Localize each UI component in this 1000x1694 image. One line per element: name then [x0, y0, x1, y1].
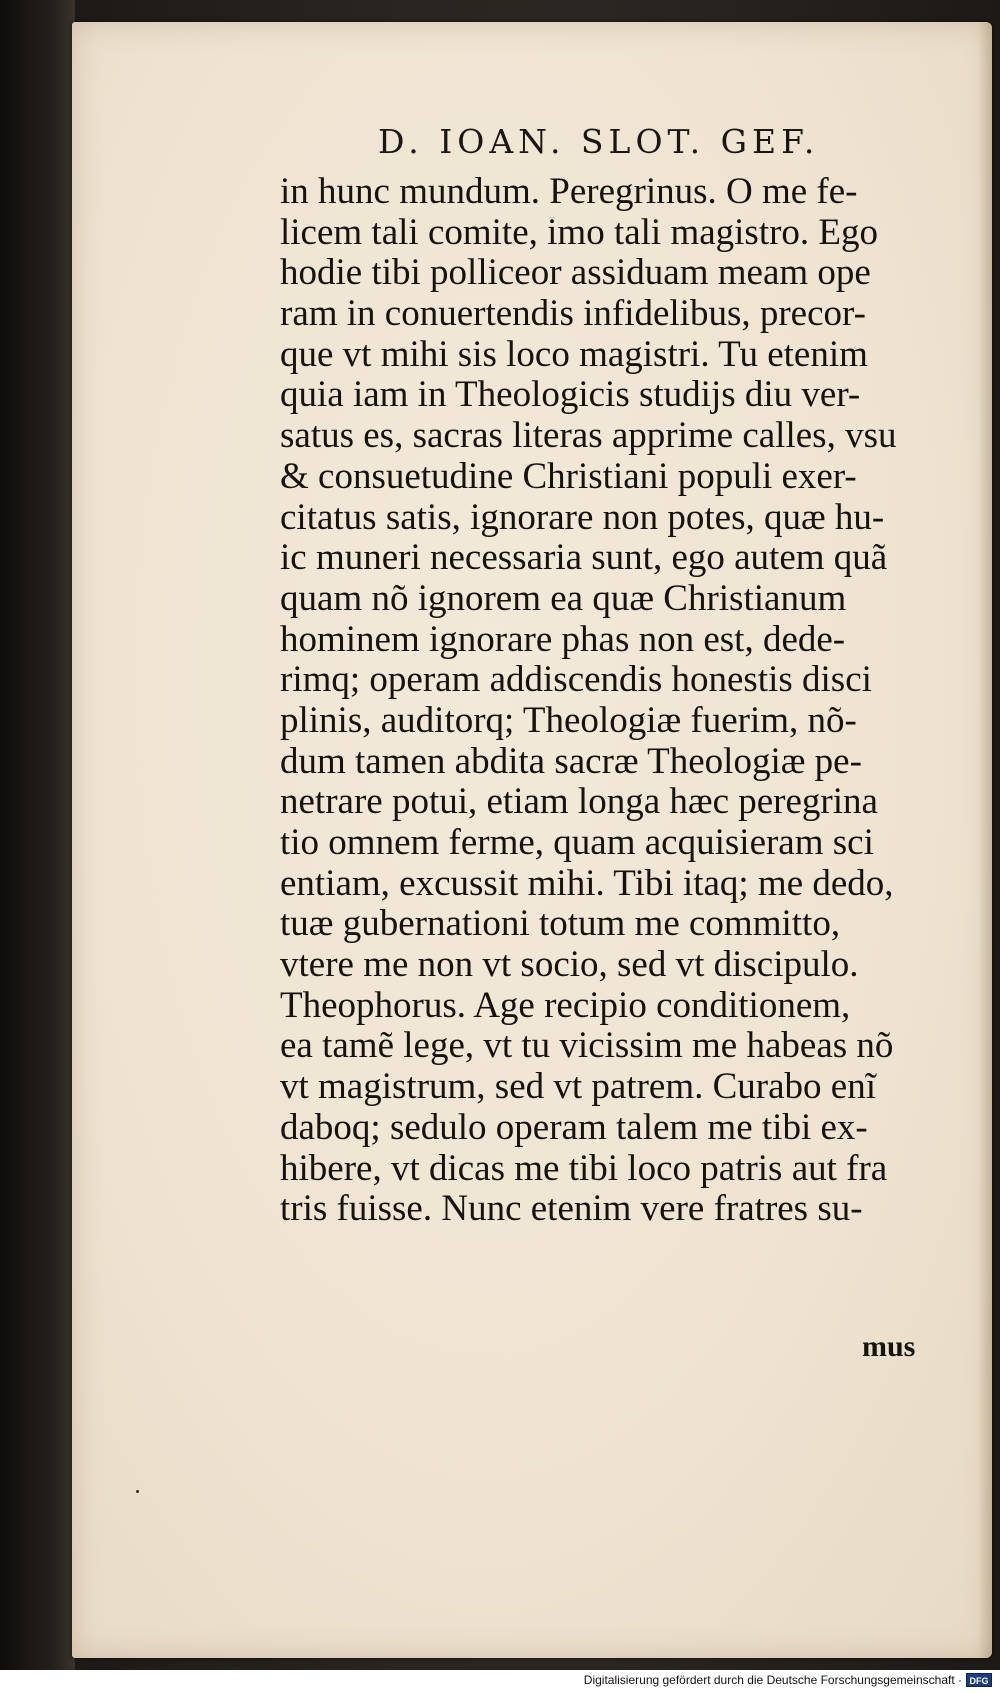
text-line: vt magistrum, sed vt patrem. Curabo enĩ [280, 1066, 876, 1108]
text-line: satus es, sacras literas apprime calles, vsu [280, 415, 897, 457]
funding-credit: Digitalisierung gefördert durch die Deutsche Forschungsgemeinschaft · [583, 1673, 962, 1687]
text-line: ea tamẽ lege, vt tu vicissim me habeas nõ [280, 1025, 894, 1067]
text-line: ram in conuertendis infidelibus, precor- [280, 293, 866, 335]
body-text [280, 172, 960, 1230]
text-line: dum tamen abdita sacræ Theologiæ pe- [280, 740, 862, 782]
running-head: D. IOAN. SLOT. GEF. [378, 122, 820, 161]
text-line: tris fuisse. Nunc etenim vere fratres su- [280, 1188, 863, 1230]
text-line: tuæ gubernationi totum me committo, [280, 903, 841, 945]
text-line: daboq; sedulo operam talem me tibi ex- [280, 1106, 868, 1148]
text-line: plinis, auditorq; Theologiæ fuerim, nõ- [280, 699, 857, 741]
digitization-footer [0, 1670, 1000, 1694]
text-line: hodie tibi polliceor assiduam meam ope [280, 252, 871, 294]
paper-speck [136, 1490, 139, 1493]
text-line: licem tali comite, imo tali magistro. Ego [280, 211, 879, 253]
text-line: vtere me non vt socio, sed vt discipulo. [280, 944, 859, 986]
text-line: quia iam in Theologicis studijs diu ver- [280, 374, 861, 416]
text-line: & consuetudine Christiani populi exer- [280, 455, 857, 497]
text-line: hominem ignorare phas non est, dede- [280, 618, 846, 660]
text-line: tio omnem ferme, quam acquisieram sci [280, 822, 874, 863]
text-line: quam nõ ignorem ea quæ Christianum [280, 577, 847, 619]
text-line: in hunc mundum. Peregrinus. O me fe- [280, 171, 858, 212]
dfg-logo-icon: DFG [966, 1673, 992, 1687]
text-line: citatus satis, ignorare non potes, quæ hu- [280, 496, 885, 538]
text-line: rimq; operam addiscendis honestis disci [280, 659, 872, 701]
text-line: ic muneri necessaria sunt, ego autem quã [280, 537, 888, 579]
catchword: mus [862, 1330, 916, 1363]
text-line: entiam, excussit mihi. Tibi itaq; me dedo, [280, 862, 894, 904]
book-spine-shadow [0, 0, 75, 1670]
text-line: hibere, vt dicas me tibi loco patris aut fra [280, 1147, 888, 1189]
text-line: Theophorus. Age recipio conditionem, [280, 984, 851, 1026]
text-line: que vt mihi sis loco magistri. Tu etenim [280, 333, 868, 375]
text-line: netrare potui, etiam longa hæc peregrina [280, 781, 878, 823]
page-edge [978, 22, 992, 1658]
